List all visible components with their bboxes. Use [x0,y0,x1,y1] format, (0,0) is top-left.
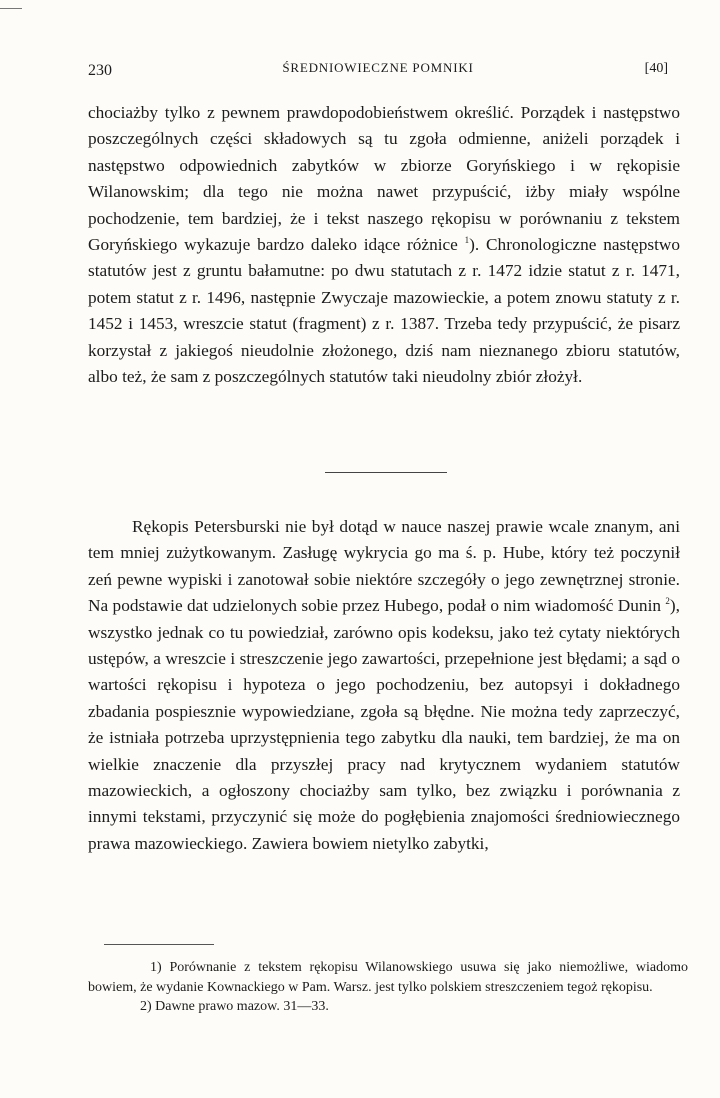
running-title: ŚREDNIOWIECZNE POMNIKI [282,60,474,75]
paragraph-1-text-b: ). Chronologiczne następstwo statutów jest z gruntu bałamutne: po dwu statutach z r. 1472 idzie statut z r. 1471, potem statut z r. 1496, następnie Zwyczaje mazowieckie, a potem znowu statuty z r. 1452 i 1453, wreszcie statut (fragment) z r. 1387. Trzeba tedy przypuścić, że pisarz korzystał z jakiegoś nieudolnie złożonego, dziś nam nieznanego zbioru statutów, albo też, że sam z poszczególnych statutów taki nieudolny zbiór złożył. [88,235,680,387]
paragraph-2 [88,514,680,857]
section-tag: [40] [644,61,668,76]
footnote-1 [88,958,688,997]
footnotes [88,958,688,1017]
footnote-rule [104,944,214,945]
footnote-2 [88,997,688,1017]
page-number: 230 [88,62,112,79]
footnote-2-text: Dawne prawo mazow. 31—33. [155,999,329,1014]
footnote-ref-2[interactable]: 2 [665,596,670,607]
paragraph-2-text-b: ), wszystko jednak co tu powiedział, zarówno opis kodeksu, jako też cytaty niektórych ustępów, a wreszcie i streszczenie jego zawartości, przepełnione jest błędami; a sąd o wartości rękopisu i hypoteza o jego pochodzeniu, bez autopsyi i dokładnego zbadania pospiesznie wypowiedziane, zgoła są błędne. Nie można tedy zaprzeczyć, że istniała potrzeba uprzystępnienia tego zabytku dla nauki, tem bardziej, że ma on wielkie znaczenie dla przyszłej pracy nad krytycznem wydaniem statutów mazowieckich, a ogłoszony chociażby sam tylko, bez związku i porównania z innymi tekstami, przyczynić się może do pogłębienia znajomości średniowiecznego prawa mazowieckiego. Zawiera bowiem nietylko zabytki, [88,596,680,853]
page-edge-mark [0,8,22,9]
paragraph-1-text-a: chociażby tylko z pewnem prawdopodobieństwem określić. Porządek i następstwo poszczególnych części składowych są tu zgoła odmienne, aniżeli porządek i następstwo odpowiednich zabytków w zbiorze Goryńskiego i w rękopisie Wilanowskim; dla tego nie można nawet przypuścić, iżby miały wspólne pochodzenie, tem bardziej, że i tekst naszego rękopisu w porównaniu z tekstem Goryńskiego wykazuje bardzo daleko idące różnice [88,103,680,255]
paragraph-2-text-a: Rękopis Petersburski nie był dotąd w nauce naszej prawie wcale znanym, ani tem mniej zużytkowanym. Zasługę wykrycia go ma ś. p. Hube, który też poczynił zeń pewne wypiski i zanotował sobie niektóre szczegóły o jego zewnętrznej stronie. Na podstawie dat udzielonych sobie przez Hubego, podał o nim wiadomość Dunin [88,517,680,616]
section-separator [325,472,447,473]
footnote-1-text: Porównanie z tekstem rękopisu Wilanowskiego usuwa się jako niemożliwe, wiadomo bowiem, że wydanie Kownackiego w Pam. Warsz. jest tylko polskiem streszczeniem tegoż rękopisu. [88,960,689,995]
footnote-1-mark: 1) [150,960,162,975]
running-header [88,58,668,82]
footnote-ref-1[interactable]: 1 [464,235,470,246]
footnote-2-mark: 2) [140,999,152,1014]
paragraph-1 [88,100,680,390]
